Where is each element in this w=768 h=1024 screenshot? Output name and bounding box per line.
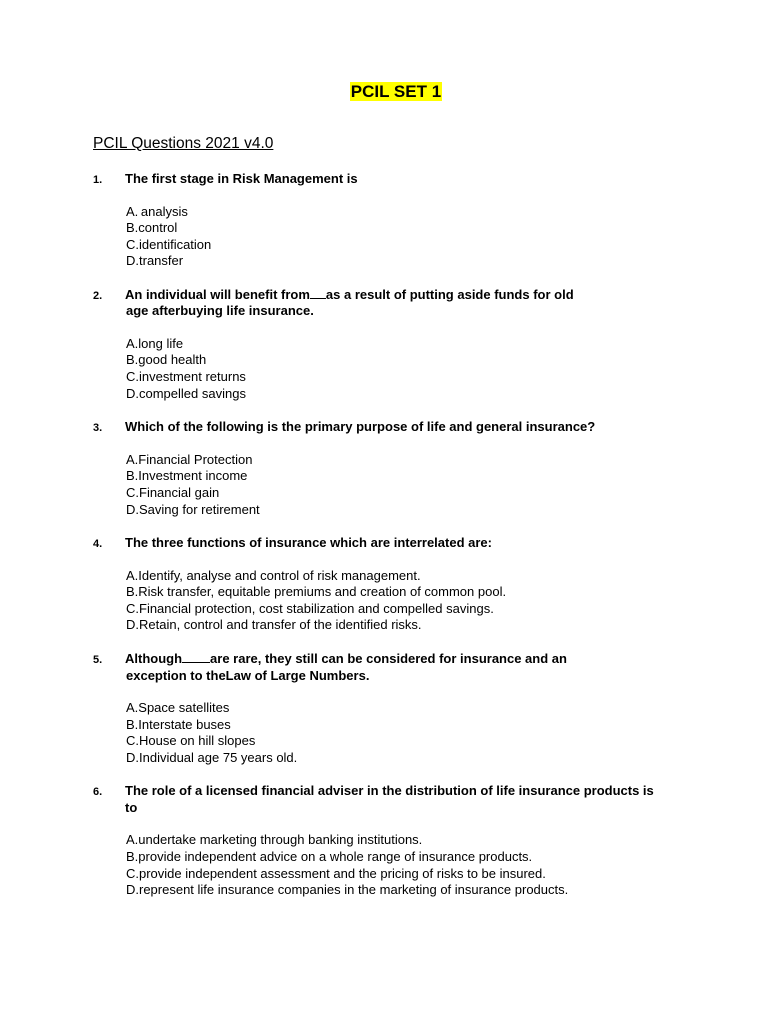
answer-option: D.Saving for retirement bbox=[126, 501, 260, 517]
question-text bbox=[125, 535, 713, 552]
question-text-part: as a result of putting aside funds for old bbox=[325, 286, 574, 302]
question-number: 2. bbox=[93, 289, 103, 302]
answer-option: C.identification bbox=[126, 236, 212, 252]
answer-options bbox=[126, 700, 713, 766]
question-text bbox=[125, 419, 713, 436]
question-text-part: Which of the following is the primary purpose of life and general insurance? bbox=[125, 419, 596, 435]
question-3 bbox=[93, 419, 713, 518]
question-list bbox=[93, 171, 713, 916]
answer-option: A.Financial Protection bbox=[126, 451, 253, 467]
answer-options bbox=[126, 336, 713, 402]
question-text-line2: exception to theLaw of Large Numbers. bbox=[126, 667, 370, 683]
answer-option: D.compelled savings bbox=[126, 385, 246, 401]
answer-options bbox=[126, 832, 713, 898]
question-number: 3. bbox=[93, 422, 103, 435]
question-5 bbox=[93, 651, 713, 766]
answer-option: B.Interstate buses bbox=[126, 716, 231, 732]
answer-option: A.long life bbox=[126, 335, 184, 351]
question-text-part: The role of a licensed financial adviser in the distribution of life insurance products is bbox=[125, 783, 654, 799]
answer-option: B.Investment income bbox=[126, 468, 248, 484]
question-text-line2: to bbox=[125, 799, 138, 815]
answer-option: D.Retain, control and transfer of the identified risks. bbox=[126, 617, 422, 633]
question-4 bbox=[93, 535, 713, 634]
answer-options bbox=[126, 452, 713, 518]
fill-in-blank bbox=[310, 287, 326, 299]
question-number: 6. bbox=[93, 786, 103, 799]
answer-option: A. analysis bbox=[126, 203, 188, 219]
question-text bbox=[125, 171, 713, 188]
question-text bbox=[125, 783, 713, 816]
question-text bbox=[125, 651, 713, 684]
answer-option: B.provide independent advice on a whole range of insurance products. bbox=[126, 848, 533, 864]
question-text-part: Although bbox=[125, 651, 183, 666]
question-2 bbox=[93, 287, 713, 402]
fill-in-blank bbox=[182, 651, 210, 663]
answer-option: A.undertake marketing through banking institutions. bbox=[126, 832, 423, 848]
answer-option: C.provide independent assessment and the pricing of risks to be insured. bbox=[126, 865, 546, 881]
answer-option: D.represent life insurance companies in the marketing of insurance products. bbox=[126, 882, 569, 898]
question-6 bbox=[93, 783, 713, 898]
answer-options bbox=[126, 204, 713, 270]
question-text-part: The first stage in Risk Management is bbox=[125, 171, 358, 186]
answer-option: B.control bbox=[126, 220, 178, 236]
set-title-text: PCIL SET 1 bbox=[350, 82, 442, 101]
question-text-part: The three functions of insurance which are interrelated are: bbox=[125, 535, 492, 551]
question-1 bbox=[93, 171, 713, 270]
answer-option: A.Identify, analyse and control of risk management. bbox=[126, 567, 421, 583]
question-text-part: An individual will benefit from bbox=[125, 286, 310, 302]
question-number: 5. bbox=[93, 654, 103, 666]
answer-option: A.Space satellites bbox=[126, 700, 230, 715]
question-number: 1. bbox=[93, 174, 103, 186]
answer-option: C.investment returns bbox=[126, 369, 246, 385]
answer-option: D.Individual age 75 years old. bbox=[126, 749, 298, 765]
answer-options bbox=[126, 568, 713, 634]
answer-option: C.House on hill slopes bbox=[126, 733, 256, 749]
document-subtitle: PCIL Questions 2021 v4.0 bbox=[93, 135, 274, 152]
answer-option: C.Financial gain bbox=[126, 484, 220, 500]
question-text-part: are rare, they still can be considered for insurance and an bbox=[210, 651, 567, 666]
answer-option: C.Financial protection, cost stabilization and compelled savings. bbox=[126, 600, 494, 616]
answer-option: B.good health bbox=[126, 352, 207, 368]
answer-option: B.Risk transfer, equitable premiums and creation of common pool. bbox=[126, 584, 507, 600]
question-text-line2: age afterbuying life insurance. bbox=[126, 303, 314, 319]
answer-option: D.transfer bbox=[126, 253, 184, 269]
question-number: 4. bbox=[93, 538, 103, 551]
question-text bbox=[125, 287, 713, 320]
set-title bbox=[0, 82, 768, 102]
